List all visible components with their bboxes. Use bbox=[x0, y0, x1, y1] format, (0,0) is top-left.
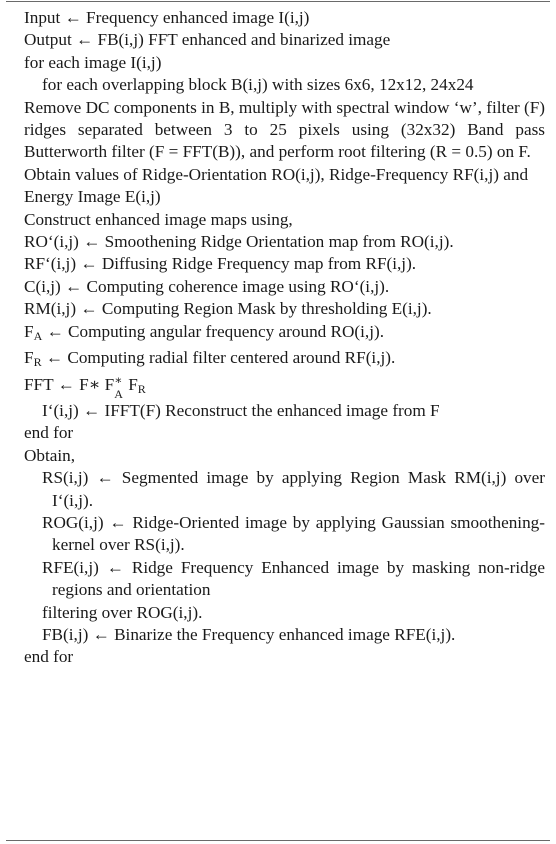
top-rule bbox=[6, 1, 550, 2]
obtain-values-step: Obtain values of Ridge-Orientation RO(i,j), Ridge-Frequency RF(i,j) and Energy Image E(i,j) bbox=[24, 164, 529, 207]
outer-end-for: end for bbox=[24, 647, 74, 667]
fa-subscript: A bbox=[33, 328, 43, 343]
ridge-frequency-enhanced-step: RFE(i,j) ← Ridge Frequency Enhanced image by masking non-ridge regions and orientation bbox=[42, 557, 545, 600]
fr-subscript: R bbox=[33, 355, 42, 370]
input-line: Input ← Frequency enhanced image I(i,j) bbox=[24, 8, 310, 27]
angular-frequency-step bbox=[24, 321, 550, 347]
ridge-oriented-step: ROG(i,j) ← Ridge-Oriented image by applying Gaussian smoothening-kernel over RS(i,j). bbox=[42, 512, 545, 555]
inner-loop-line: for each overlapping block B(i,j) with sizes 6x6, 12x12, 24x24 bbox=[42, 75, 474, 95]
fa-product-subscript: A bbox=[114, 386, 123, 401]
region-mask-step: RM(i,j) ← Computing Region Mask by thresholding E(i,j). bbox=[24, 299, 432, 319]
remove-dc-step: Remove DC components in B, multiply with spectral window ‘w’, filter (F) ridges separated between 3 to 25 pixels using (32x32) Band pass Butterworth filter (F = FFT(B)), and perform root filtering (R = 0.5) on F. bbox=[24, 97, 545, 162]
fft-product-lhs: FFT ← F∗ F bbox=[24, 374, 115, 394]
fa-super-sub bbox=[114, 372, 128, 401]
binarize-step: FB(i,j) ← Binarize the Frequency enhanced image RFE(i,j). bbox=[42, 624, 456, 644]
obtain-label: Obtain, bbox=[24, 445, 76, 465]
angular-frequency-text: ← Computing angular frequency around RO(i,j). bbox=[42, 321, 385, 341]
radial-filter-step bbox=[24, 347, 550, 373]
fr-symbol: F bbox=[24, 348, 34, 368]
output-line: Output ← FB(i,j) FFT enhanced and binarized image bbox=[24, 30, 391, 50]
orientation-filtering-line: filtering over ROG(i,j). bbox=[42, 602, 203, 622]
bottom-rule bbox=[6, 840, 550, 841]
smoothen-orientation-step: RO‘(i,j) ← Smoothening Ridge Orientation map from RO(i,j). bbox=[24, 232, 454, 252]
fa-conjugate-superscript: ∗ bbox=[114, 372, 123, 387]
coherence-step: C(i,j) ← Computing coherence image using RO‘(i,j). bbox=[24, 276, 390, 296]
fa-symbol: F bbox=[24, 321, 34, 341]
algorithm-body bbox=[24, 7, 550, 669]
segmented-image-step: RS(i,j) ← Segmented image by applying Region Mask RM(i,j) over I‘(i,j). bbox=[42, 468, 545, 510]
radial-filter-text: ← Computing radial filter centered around RF(i,j). bbox=[41, 348, 396, 368]
inner-end-for: end for bbox=[24, 423, 74, 443]
inverse-fft-step: I‘(i,j) ← IFFT(F) Reconstruct the enhanced image from F bbox=[42, 400, 440, 420]
diffuse-frequency-step: RF‘(i,j) ← Diffusing Ridge Frequency map from RF(i,j). bbox=[24, 254, 417, 274]
construct-maps-step: Construct enhanced image maps using, bbox=[24, 209, 293, 229]
fr-product-subscript: R bbox=[137, 381, 146, 396]
fr-product-symbol: F bbox=[128, 374, 138, 394]
outer-loop-line: for each image I(i,j) bbox=[24, 52, 162, 72]
fft-product-step bbox=[24, 374, 550, 400]
